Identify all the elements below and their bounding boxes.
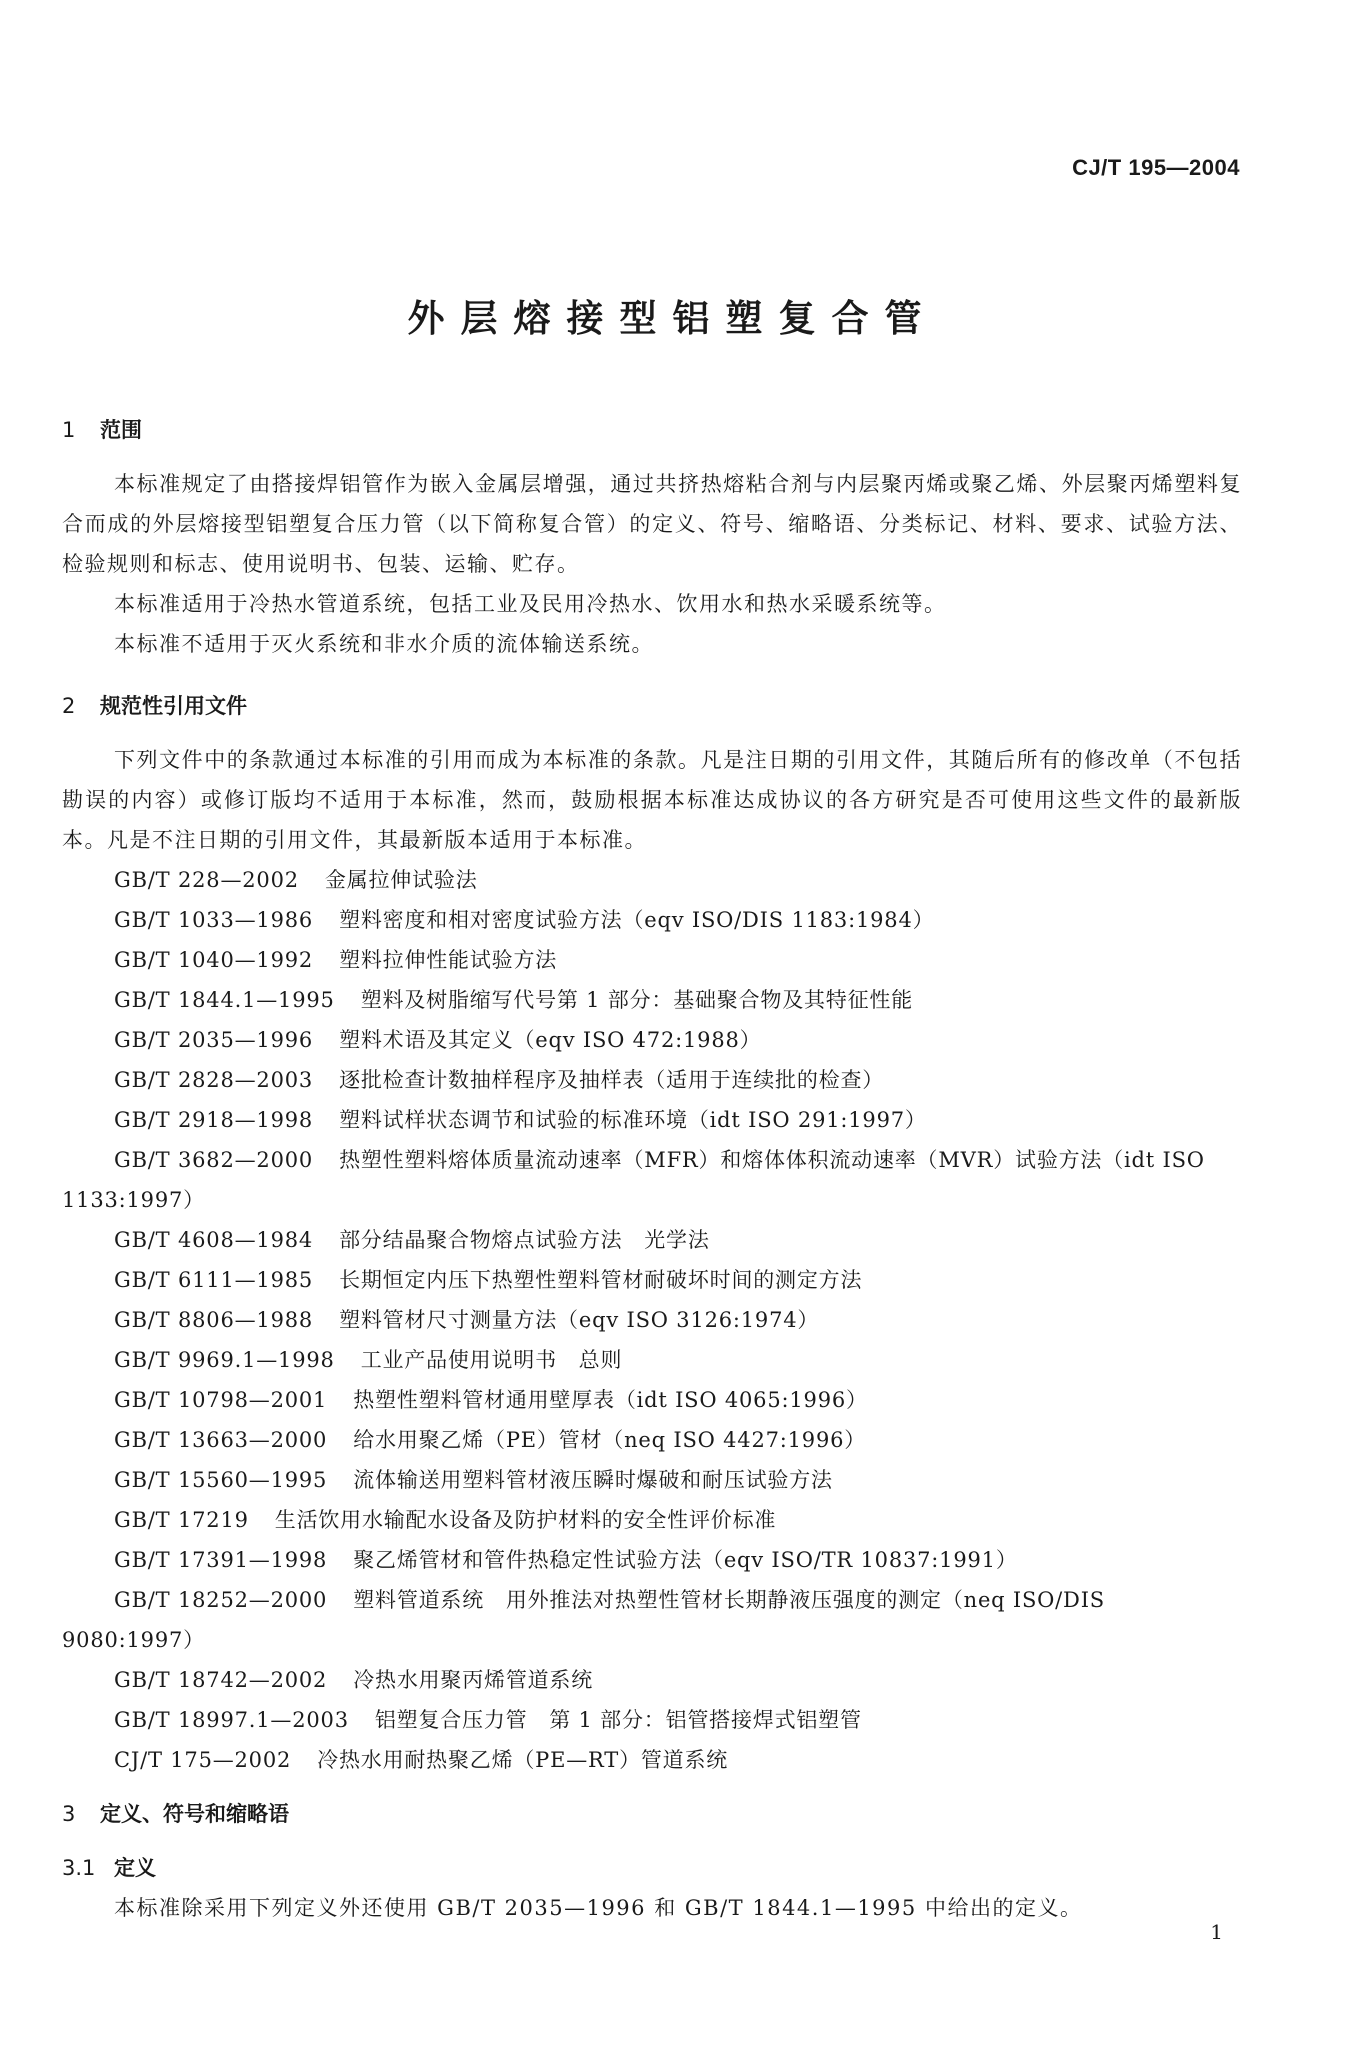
reference-title: 生活饮用水输配水设备及防护材料的安全性评价标准 [274,1508,777,1532]
reference-code: GB/T 8806—1988 [114,1308,314,1332]
reference-code: GB/T 1844.1—1995 [114,988,335,1012]
reference-item [62,980,1242,1020]
section-number: 3 [62,1802,76,1826]
reference-code: GB/T 15560—1995 [114,1468,328,1492]
reference-item [62,940,1242,980]
standard-code: CJ/T 195—2004 [1072,155,1240,180]
section-3-1-heading [62,1848,1242,1888]
reference-list [62,860,1242,1780]
document-title: 外层熔接型铝塑复合管 [407,297,938,340]
reference-item [62,1500,1242,1540]
reference-title: 塑料及树脂缩写代号第 1 部分：基础聚合物及其特征性能 [360,988,913,1012]
reference-item [62,1540,1242,1580]
reference-code: GB/T 18742—2002 [114,1668,328,1692]
section-1-heading [62,410,1242,450]
reference-title: 给水用聚乙烯（PE）管材（neq ISO 4427:1996） [353,1428,867,1452]
reference-item [62,1020,1242,1060]
reference-title: 工业产品使用说明书 总则 [360,1348,623,1372]
section-title: 定义 [114,1856,156,1880]
reference-title: 聚乙烯管材和管件热稳定性试验方法（eqv ISO/TR 10837:1991） [353,1548,1018,1572]
reference-item [62,1740,1242,1780]
reference-item [62,1220,1242,1260]
reference-item [62,1380,1242,1420]
reference-code: GB/T 9969.1—1998 [114,1348,335,1372]
section-title: 定义、符号和缩略语 [100,1802,289,1826]
reference-code: GB/T 1033—1986 [114,908,314,932]
reference-code: GB/T 18997.1—2003 [114,1708,349,1732]
section-2-heading [62,686,1242,726]
section-number: 1 [62,418,76,442]
section-number: 3.1 [62,1856,96,1880]
reference-title: 逐批检查计数抽样程序及抽样表（适用于连续批的检查） [339,1068,885,1092]
reference-code: GB/T 3682—2000 [114,1148,314,1172]
reference-code: GB/T 228—2002 [114,868,299,892]
reference-code: GB/T 2918—1998 [114,1108,314,1132]
reference-item [62,1140,1242,1220]
document-body [62,410,1242,1928]
reference-title: 热塑性塑料熔体质量流动速率（MFR）和熔体体积流动速率（MVR）试验方法（idt ISO 1133:1997） [62,1148,1205,1212]
paragraph: 本标准规定了由搭接焊铝管作为嵌入金属层增强，通过共挤热熔粘合剂与内层聚丙烯或聚乙烯、外层聚丙烯塑料复合而成的外层熔接型铝塑复合压力管（以下简称复合管）的定义、符号、缩略语、分类标记、材料、要求、试验方法、检验规则和标志、使用说明书、包装、运输、贮存。 [62,472,1242,576]
reference-title: 热塑性塑料管材通用壁厚表（idt ISO 4065:1996） [353,1388,868,1412]
reference-title: 冷热水用聚丙烯管道系统 [353,1668,594,1692]
reference-item [62,1580,1242,1660]
reference-item [62,900,1242,940]
paragraph: 本标准不适用于灭火系统和非水介质的流体输送系统。 [114,632,654,656]
paragraph: 下列文件中的条款通过本标准的引用而成为本标准的条款。凡是注日期的引用文件，其随后所有的修改单（不包括勘误的内容）或修订版均不适用于本标准，然而，鼓励根据本标准达成协议的各方研究是否可使用这些文件的最新版本。凡是不注日期的引用文件，其最新版本适用于本标准。 [62,748,1242,852]
reference-title: 流体输送用塑料管材液压瞬时爆破和耐压试验方法 [353,1468,833,1492]
reference-title: 塑料试样状态调节和试验的标准环境（idt ISO 291:1997） [339,1108,927,1132]
reference-code: GB/T 10798—2001 [114,1388,328,1412]
reference-code: CJ/T 175—2002 [114,1748,292,1772]
reference-code: GB/T 2828—2003 [114,1068,314,1092]
paragraph: 本标准除采用下列定义外还使用 GB/T 2035—1996 和 GB/T 1844.1—1995 中给出的定义。 [114,1896,1083,1920]
reference-code: GB/T 18252—2000 [114,1588,328,1612]
reference-code: GB/T 4608—1984 [114,1228,314,1252]
reference-item [62,1700,1242,1740]
reference-title: 塑料管道系统 用外推法对热塑性管材长期静液压强度的测定（neq ISO/DIS 9080:1997） [62,1588,1105,1652]
reference-item [62,1460,1242,1500]
reference-item [62,1420,1242,1460]
reference-item [62,860,1242,900]
reference-title: 塑料密度和相对密度试验方法（eqv ISO/DIS 1183:1984） [339,908,935,932]
paragraph: 本标准适用于冷热水管道系统，包括工业及民用冷热水、饮用水和热水采暖系统等。 [114,592,947,616]
reference-code: GB/T 1040—1992 [114,948,314,972]
reference-title: 塑料拉伸性能试验方法 [339,948,558,972]
reference-title: 金属拉伸试验法 [324,868,478,892]
reference-code: GB/T 2035—1996 [114,1028,314,1052]
reference-item [62,1660,1242,1700]
reference-code: GB/T 17219 [114,1508,249,1532]
reference-title: 部分结晶聚合物熔点试验方法 光学法 [339,1228,710,1252]
reference-item [62,1100,1242,1140]
reference-title: 长期恒定内压下热塑性塑料管材耐破坏时间的测定方法 [339,1268,863,1292]
section-number: 2 [62,694,76,718]
section-title: 规范性引用文件 [100,694,247,718]
reference-item [62,1340,1242,1380]
section-title: 范围 [100,418,142,442]
section-3-heading [62,1794,1242,1834]
reference-title: 冷热水用耐热聚乙烯（PE—RT）管道系统 [317,1748,729,1772]
page-number: 1 [1210,1920,1223,1944]
reference-code: GB/T 17391—1998 [114,1548,328,1572]
reference-code: GB/T 6111—1985 [114,1268,314,1292]
reference-title: 铝塑复合压力管 第 1 部分：铝管搭接焊式铝塑管 [374,1708,862,1732]
reference-item [62,1060,1242,1100]
reference-code: GB/T 13663—2000 [114,1428,328,1452]
reference-title: 塑料术语及其定义（eqv ISO 472:1988） [339,1028,762,1052]
reference-title: 塑料管材尺寸测量方法（eqv ISO 3126:1974） [339,1308,820,1332]
reference-item [62,1300,1242,1340]
reference-item [62,1260,1242,1300]
